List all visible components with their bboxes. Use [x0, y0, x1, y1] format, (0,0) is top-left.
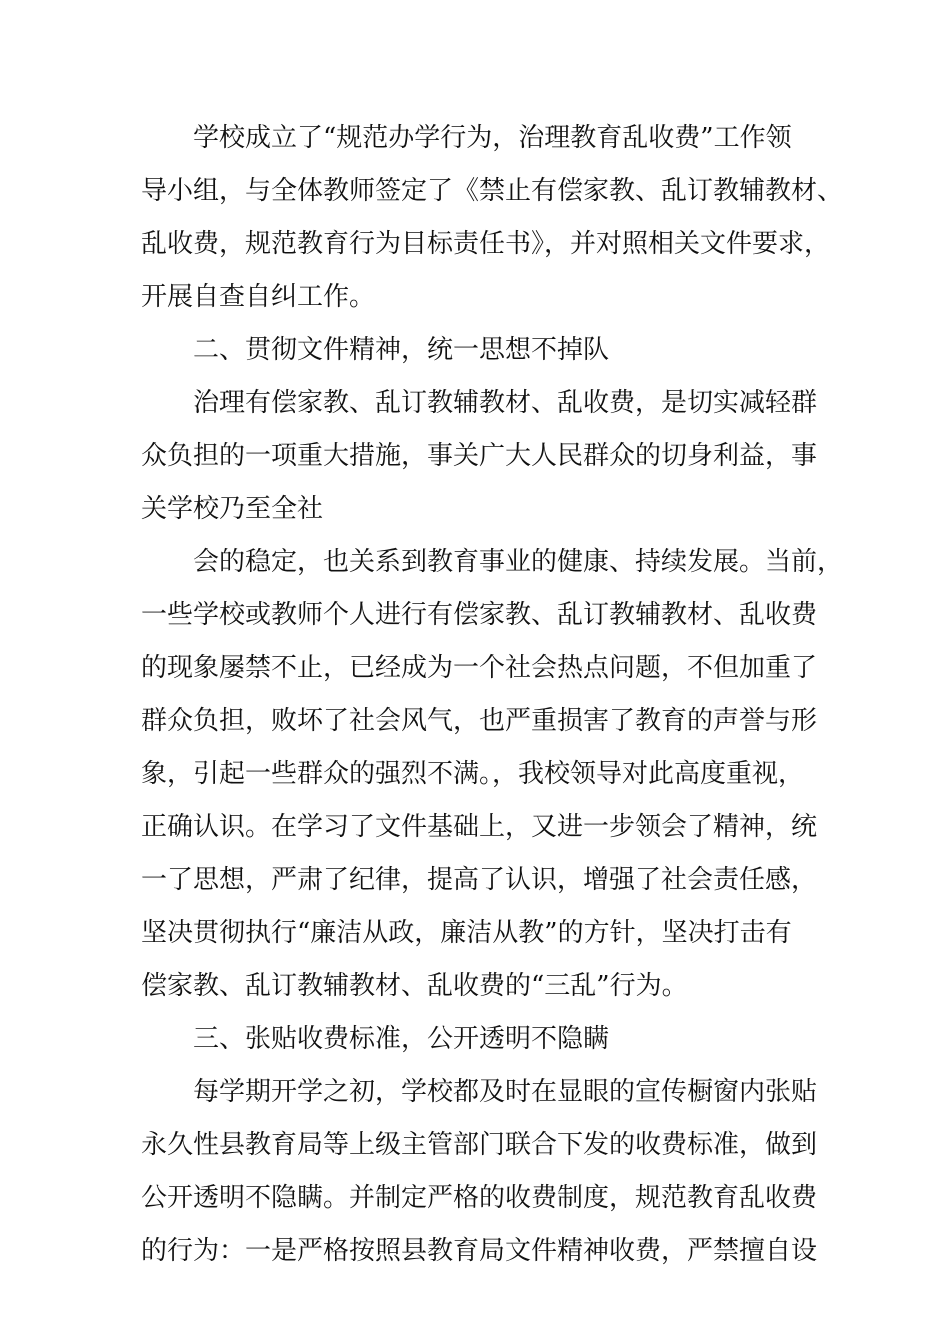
paragraph-line: 群众负担，败坏了社会风气，也严重损害了教育的声誉与形 — [141, 706, 818, 736]
paragraph-line: 坚决贯彻执行“廉洁从政，廉洁从教”的方针，坚决打击有 — [141, 918, 792, 948]
paragraph-line: 会的稳定，也关系到教育事业的健康、持续发展。当前， — [193, 547, 844, 577]
paragraph-line: 治理有偿家教、乱订教辅教材、乱收费，是切实减轻群 — [193, 388, 818, 418]
paragraph-line: 象，引起一些群众的强烈不满。，我校领导对此高度重视， — [141, 759, 805, 789]
paragraph-line: 导小组，与全体教师签定了《禁止有偿家教、乱订教辅教材、 — [141, 176, 844, 206]
paragraph-line: 永久性县教育局等上级主管部门联合下发的收费标准，做到 — [141, 1130, 818, 1160]
paragraph-line: 公开透明不隐瞒。并制定严格的收费制度，规范教育乱收费 — [141, 1183, 818, 1213]
paragraph-line: 偿家教、乱订教辅教材、乱收费的“三乱”行为。 — [141, 971, 688, 1001]
paragraph-line: 关学校乃至全社 — [141, 494, 324, 524]
paragraph-line: 正确认识。在学习了文件基础上，又进一步领会了精神，统 — [141, 812, 818, 842]
paragraph-line: 一了思想，严肃了纪律，提高了认识，增强了社会责任感， — [141, 865, 818, 895]
paragraph-line: 每学期开学之初，学校都及时在显眼的宣传橱窗内张贴 — [193, 1077, 818, 1107]
paragraph-line: 的行为：一是严格按照县教育局文件精神收费，严禁擅自设 — [141, 1236, 818, 1266]
section-heading: 三、张贴收费标准，公开透明不隐瞒 — [193, 1024, 610, 1054]
paragraph-line: 众负担的一项重大措施，事关广大人民群众的切身利益，事 — [141, 441, 818, 471]
paragraph-line: 一些学校或教师个人进行有偿家教、乱订教辅教材、乱收费 — [141, 600, 818, 630]
section-heading: 二、贯彻文件精神，统一思想不掉队 — [193, 335, 610, 365]
paragraph-line: 开展自查自纠工作。 — [141, 282, 376, 312]
document-body — [141, 112, 844, 1278]
paragraph-line: 的现象屡禁不止，已经成为一个社会热点问题，不但加重了 — [141, 653, 818, 683]
paragraph-line: 学校成立了“规范办学行为，治理教育乱收费”工作领 — [193, 123, 792, 153]
paragraph-line: 乱收费，规范教育行为目标责任书》，并对照相关文件要求， — [141, 229, 831, 259]
